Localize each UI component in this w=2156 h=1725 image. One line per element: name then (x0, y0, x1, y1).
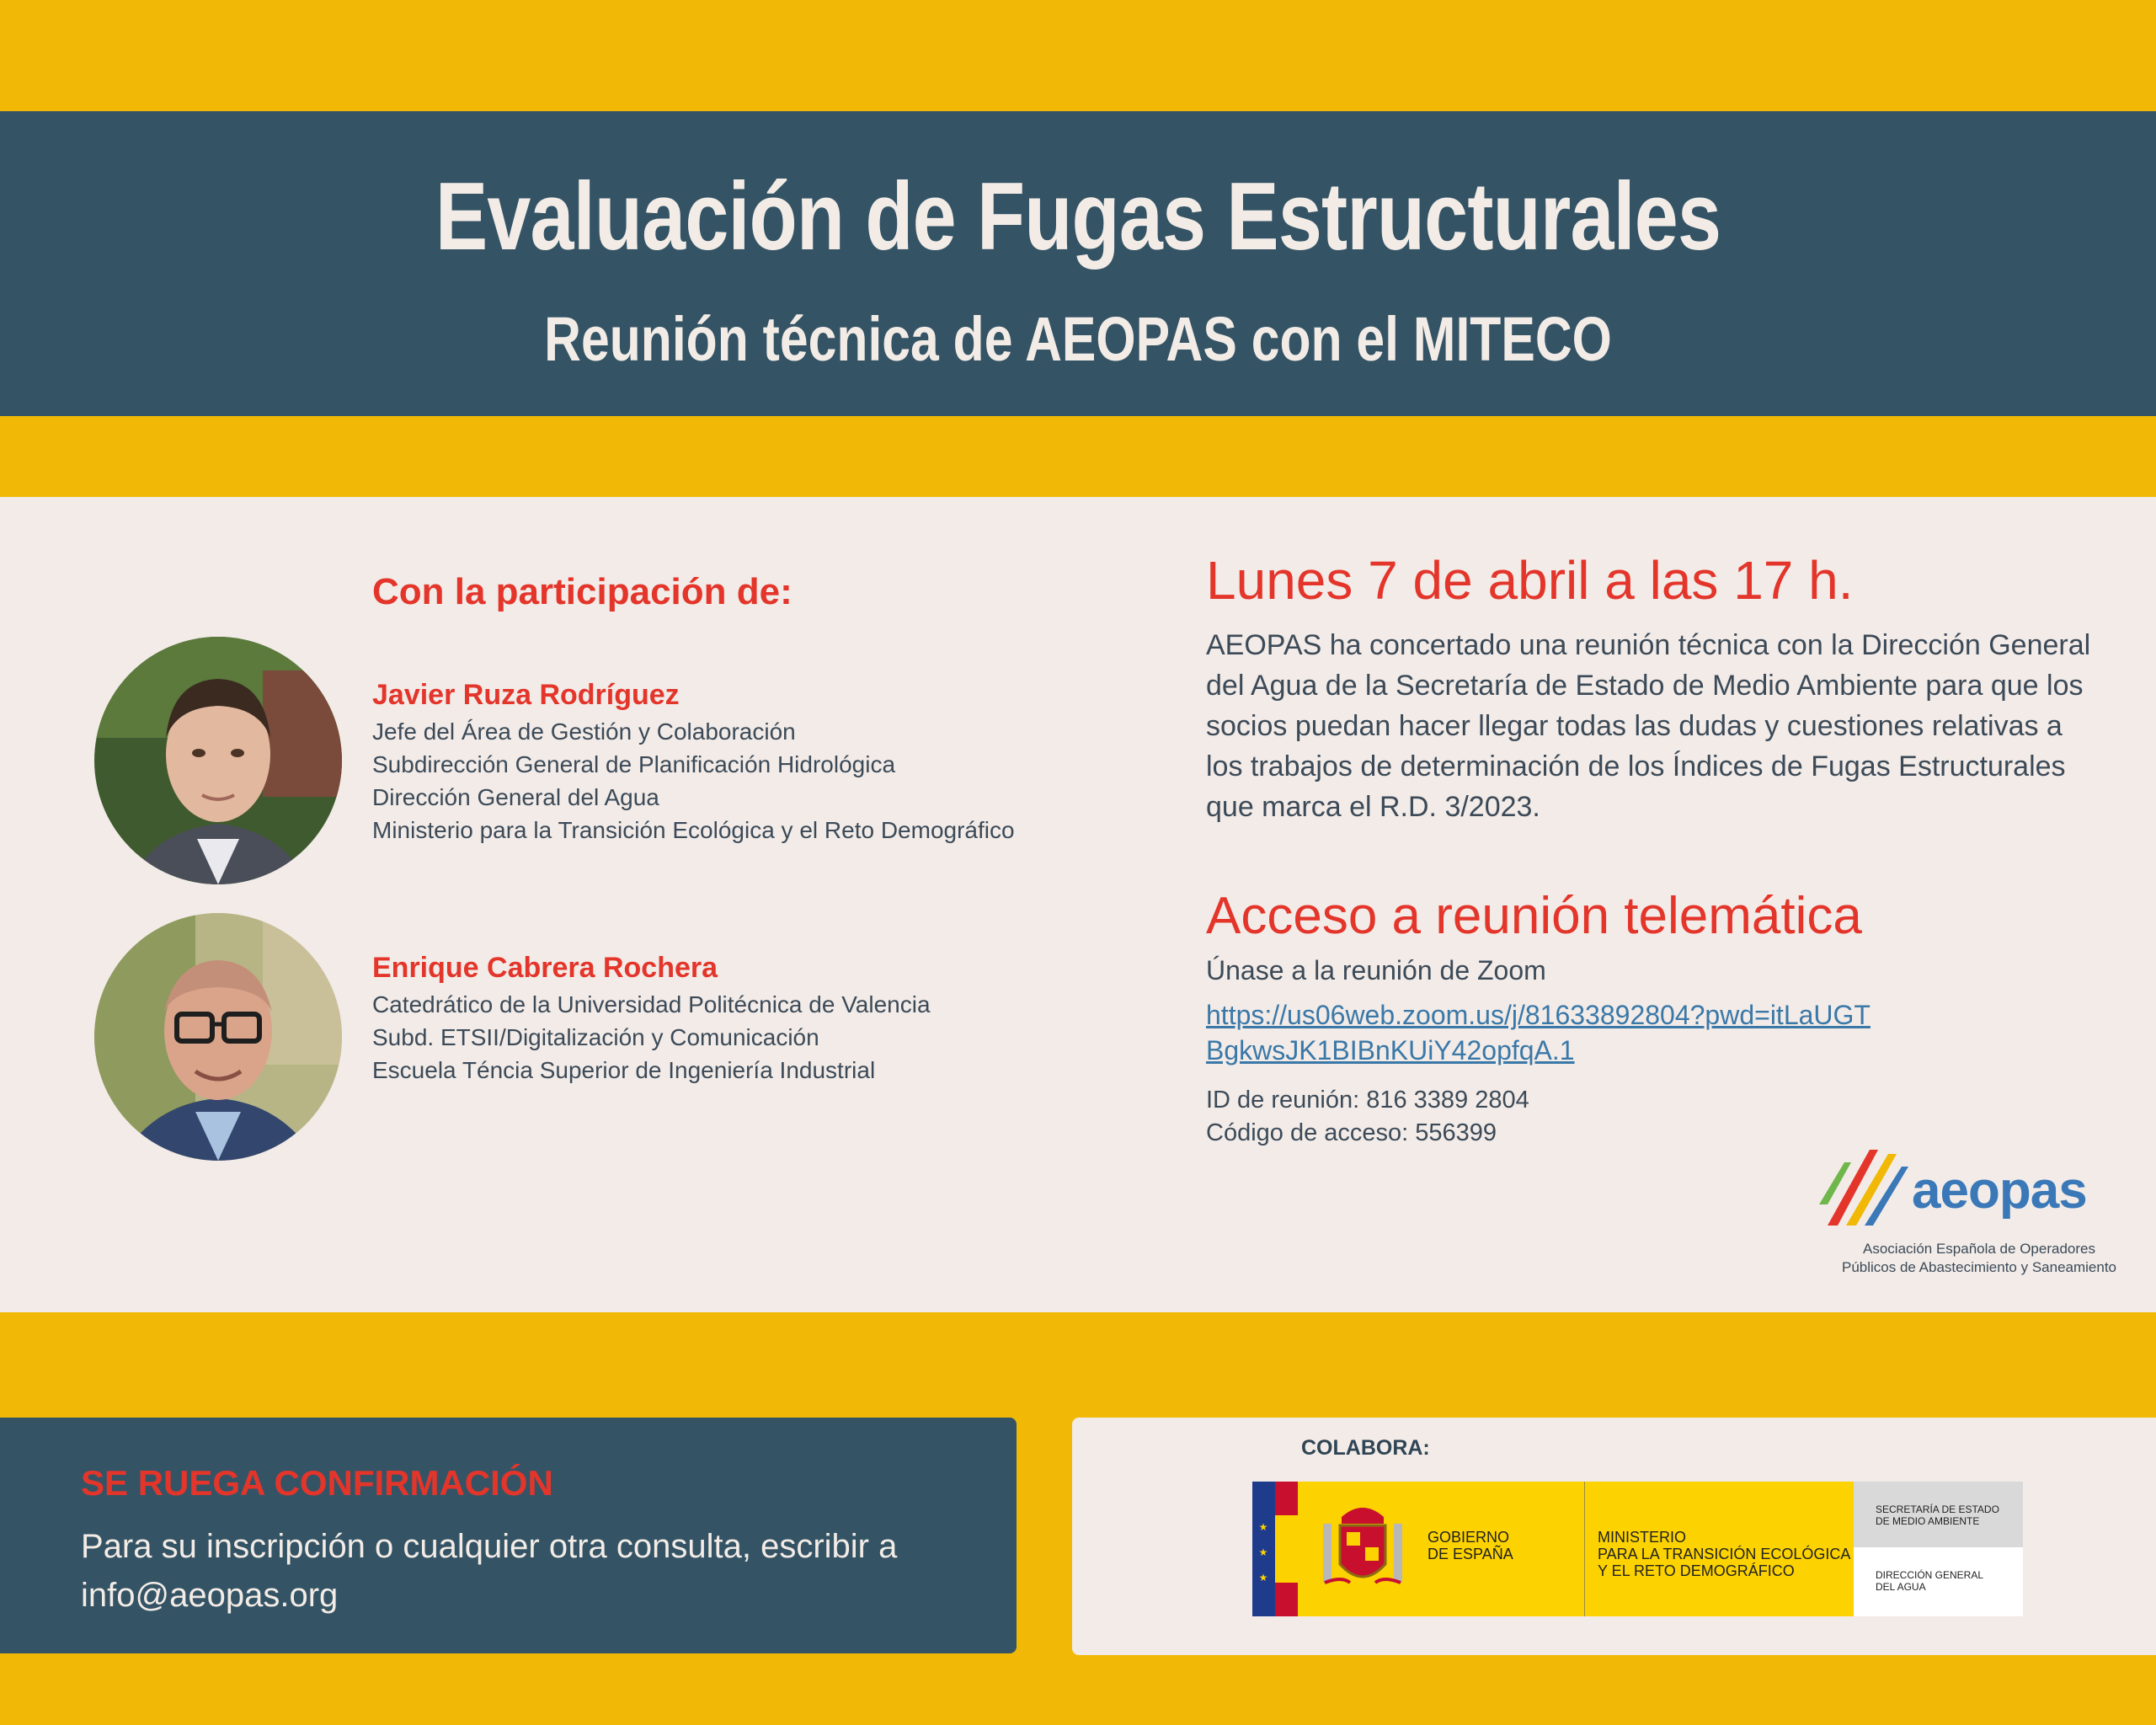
page-title: Evaluación de Fugas Estructurales (435, 163, 1721, 270)
collaborator-box (1072, 1418, 2156, 1655)
page-subtitle: Reunión técnica de AEOPAS con el MITECO (544, 304, 1612, 374)
direction-line: DIRECCIÓN GENERAL (1876, 1569, 1984, 1581)
participant-role: Jefe del Área de Gestión y Colaboración (372, 718, 796, 745)
svg-text:★: ★ (1258, 1572, 1268, 1583)
participant-name: Javier Ruza Rodríguez (372, 679, 680, 711)
ministry-panel (1298, 1482, 1854, 1616)
ministry-line: MINISTERIO (1598, 1529, 1687, 1546)
aeopas-logo-mark-icon (1819, 1146, 1912, 1230)
eu-spain-flag-icon (1252, 1482, 1298, 1616)
zoom-intro: Únase a la reunión de Zoom (1206, 955, 1546, 985)
ministry-line: Y EL RETO DEMOGRÁFICO (1598, 1562, 1795, 1579)
svg-text:★: ★ (1258, 1521, 1268, 1533)
secretariat-line: DE MEDIO AMBIENTE (1876, 1515, 1980, 1527)
confirmation-text: Para su inscripción o cualquier otra consulta, escribir a info@aeopas.org (81, 1528, 898, 1614)
direction-line: DEL AGUA (1876, 1581, 1926, 1593)
participant-role: Ministerio para la Transición Ecológica y el Reto Demográfico (372, 817, 1015, 843)
aeopas-logo-text: aeopas (1912, 1162, 2087, 1220)
confirmation-box (0, 1418, 1017, 1653)
coat-of-arms-icon (1316, 1498, 1409, 1599)
event-date: Lunes 7 de abril a las 17 h. (1206, 550, 1854, 611)
participant-role: Subd. ETSII/Digitalización y Comunicación (372, 1024, 819, 1050)
gov-spain-text (1428, 1529, 1513, 1562)
aeopas-logo (1819, 1146, 2139, 1289)
secretariat-line: SECRETARÍA DE ESTADO (1876, 1503, 1999, 1515)
zoom-meeting-link[interactable]: https://us06web.zoom.us/j/81633892804?pwd=itLaUGTBgkwsJK1BIBnKUiY42opfqA.1 (1206, 1000, 1870, 1065)
participant-role: Dirección General del Agua (372, 784, 659, 810)
meeting-id: ID de reunión: 816 3389 2804 (1206, 1087, 1529, 1114)
svg-text:★: ★ (1258, 1546, 1268, 1558)
confirmation-title: SE RUEGA CONFIRMACIÓN (81, 1463, 553, 1503)
government-logo (1252, 1482, 2023, 1616)
ministry-text (1598, 1529, 1850, 1579)
participant-javier (372, 679, 1015, 846)
participants-heading: Con la participación de: (372, 571, 792, 612)
ministry-line: PARA LA TRANSICIÓN ECOLÓGICA (1598, 1546, 1851, 1562)
secretariat-text (1876, 1503, 1999, 1527)
aeopas-subtitle-line: Públicos de Abastecimiento y Saneamiento (1841, 1259, 2117, 1275)
divider (1584, 1482, 1585, 1616)
event-description: AEOPAS ha concertado una reunión técnica con la Dirección General del Agua de la Secretaría de Estado de Medio Ambiente para que los socios puedan hacer llegar todas las dudas y cuestiones relativas a los trabajos de determinación de los Índices de Fugas Estructurales que marca el R.D. 3/2023. (1206, 629, 2091, 823)
secretariat-panel (1854, 1482, 2023, 1616)
meeting-access-code: Código de acceso: 556399 (1206, 1119, 1497, 1146)
collaborator-label: COLABORA: (1301, 1436, 1430, 1460)
header-banner (0, 111, 2156, 416)
participant-photo-enrique (94, 913, 342, 1161)
access-heading: Acceso a reunión telemática (1206, 887, 1862, 945)
participant-role: Catedrático de la Universidad Politécnica de Valencia (372, 991, 931, 1017)
aeopas-subtitle-line: Asociación Española de Operadores (1863, 1241, 2095, 1257)
participant-photo-javier (94, 637, 342, 884)
participant-name: Enrique Cabrera Rochera (372, 952, 718, 984)
participant-enrique (372, 952, 931, 1087)
direction-text (1876, 1569, 1983, 1593)
gov-line: GOBIERNO (1428, 1529, 1510, 1546)
content-panel (0, 497, 2156, 1312)
participant-role: Escuela Téncia Superior de Ingeniería Industrial (372, 1057, 876, 1083)
gov-line: DE ESPAÑA (1428, 1546, 1513, 1562)
participant-role: Subdirección General de Planificación Hidrológica (372, 751, 896, 777)
aeopas-logo-subtitle (1819, 1240, 2139, 1277)
